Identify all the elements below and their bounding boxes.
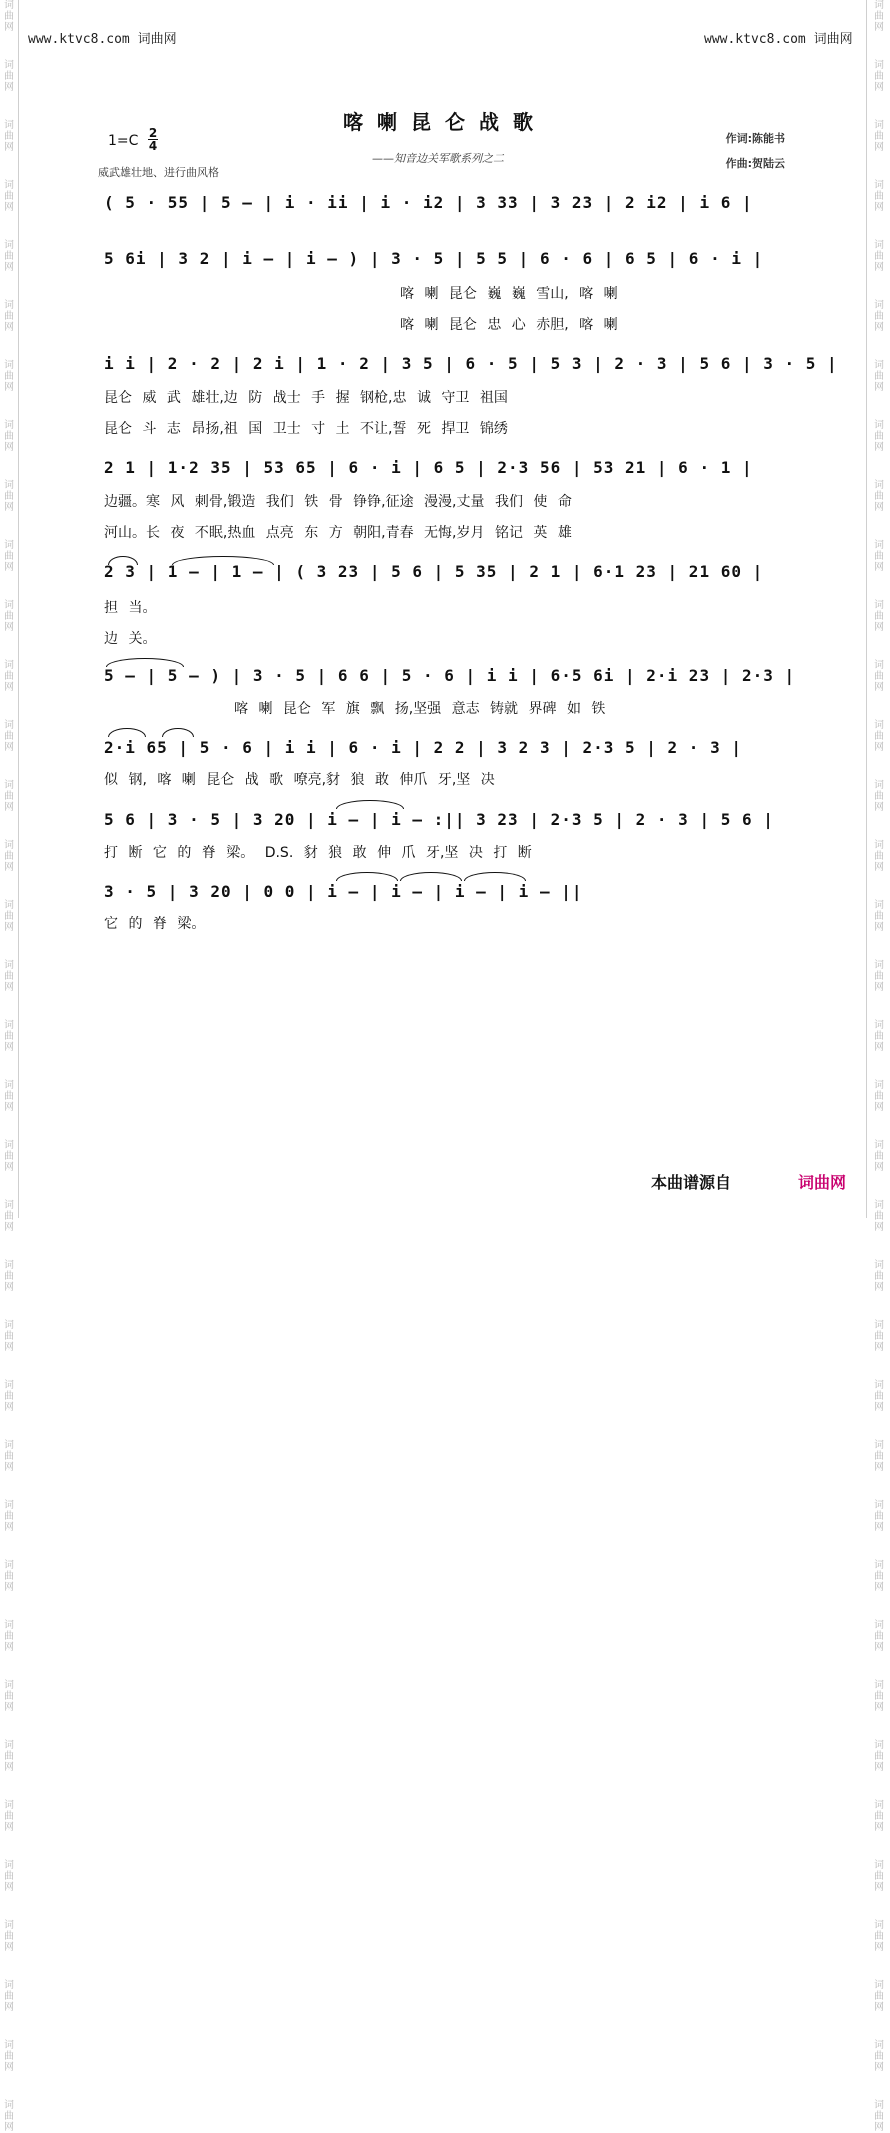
- watermark-char: 词: [874, 1140, 884, 1151]
- watermark-char: 词: [874, 780, 884, 791]
- watermark-char: 曲: [874, 1151, 884, 1162]
- watermark-char: 词: [4, 180, 14, 191]
- watermark-char: 曲: [4, 671, 14, 682]
- watermark-char: 词: [4, 720, 14, 731]
- score-row-5: 2 3 | 1 — | 1 — | ( 3 23 | 5 6 | 5 35 | 2 1 | 6·1 23 | 21 60 |: [104, 562, 764, 581]
- lyric-line: 担 当。: [104, 600, 157, 616]
- watermark-char: 曲: [874, 431, 884, 442]
- lyric-line: 喀 喇 昆仑 忠 心 赤胆, 喀 喇: [400, 317, 618, 333]
- composer-credit: 作曲:贺陆云: [725, 157, 785, 170]
- watermark-char: 曲: [874, 1211, 884, 1222]
- watermark-right: [872, 0, 886, 2133]
- watermark-char: 曲: [874, 611, 884, 622]
- tie: [336, 872, 398, 881]
- watermark-char: 曲: [4, 1451, 14, 1462]
- watermark-char: 曲: [4, 551, 14, 562]
- watermark-char: 词: [874, 600, 884, 611]
- watermark-char: 曲: [874, 1331, 884, 1342]
- watermark-char: 网: [874, 1882, 884, 1893]
- watermark-char: 网: [874, 2062, 884, 2073]
- watermark-char: 曲: [4, 311, 14, 322]
- watermark-left: [2, 0, 16, 2133]
- watermark-char: 网: [4, 742, 14, 753]
- watermark-char: 曲: [4, 1211, 14, 1222]
- watermark-char: 网: [874, 1042, 884, 1053]
- watermark-char: 网: [4, 1162, 14, 1173]
- watermark-char: 曲: [874, 491, 884, 502]
- watermark-char: 网: [874, 1102, 884, 1113]
- watermark-char: 曲: [874, 971, 884, 982]
- watermark-char: 词: [4, 1440, 14, 1451]
- watermark-char: 网: [874, 742, 884, 753]
- watermark-char: 网: [874, 322, 884, 333]
- watermark-char: 曲: [4, 1691, 14, 1702]
- watermark-char: 网: [4, 442, 14, 453]
- watermark-char: 词: [874, 1320, 884, 1331]
- watermark-char: 曲: [4, 191, 14, 202]
- watermark-char: 网: [4, 1462, 14, 1473]
- watermark-char: 网: [874, 1942, 884, 1953]
- watermark-char: 词: [874, 360, 884, 371]
- watermark-char: 曲: [874, 1391, 884, 1402]
- watermark-char: 词: [874, 1380, 884, 1391]
- watermark-char: 网: [874, 1702, 884, 1713]
- watermark-char: 网: [874, 382, 884, 393]
- watermark-char: 词: [4, 240, 14, 251]
- footer-source-label: 本曲谱源自: [651, 1173, 732, 1192]
- watermark-char: 网: [4, 1522, 14, 1533]
- watermark-char: 词: [874, 660, 884, 671]
- watermark-char: 词: [874, 1500, 884, 1511]
- watermark-char: 网: [874, 1342, 884, 1353]
- meter-bottom: 4: [148, 139, 158, 153]
- watermark-char: 词: [874, 1260, 884, 1271]
- watermark-char: 曲: [874, 1871, 884, 1882]
- watermark-char: 曲: [4, 131, 14, 142]
- site-header-left[interactable]: [28, 28, 177, 47]
- watermark-char: 词: [874, 0, 884, 11]
- watermark-char: 词: [4, 360, 14, 371]
- watermark-char: 曲: [4, 1811, 14, 1822]
- watermark-char: 词: [4, 1980, 14, 1991]
- watermark-char: 网: [874, 502, 884, 513]
- watermark-char: 词: [4, 1080, 14, 1091]
- watermark-char: 网: [4, 502, 14, 513]
- watermark-char: 网: [4, 1102, 14, 1113]
- watermark-char: 曲: [4, 791, 14, 802]
- watermark-char: 词: [874, 1200, 884, 1211]
- watermark-char: 网: [874, 982, 884, 993]
- watermark-char: 曲: [4, 1571, 14, 1582]
- watermark-char: 曲: [874, 1751, 884, 1762]
- watermark-char: 网: [4, 1642, 14, 1653]
- time-signature: [148, 127, 158, 152]
- watermark-char: 词: [4, 1860, 14, 1871]
- watermark-char: 曲: [874, 131, 884, 142]
- watermark-char: 网: [4, 142, 14, 153]
- lyric-line: 昆仑 斗 志 昂扬,祖 国 卫士 寸 土 不让,誓 死 捍卫 锦绣: [104, 421, 508, 437]
- watermark-char: 曲: [874, 1091, 884, 1102]
- watermark-char: 词: [874, 180, 884, 191]
- watermark-char: 词: [874, 540, 884, 551]
- watermark-char: 词: [874, 240, 884, 251]
- lyric-line: 喀 喇 昆仑 巍 巍 雪山, 喀 喇: [400, 286, 618, 302]
- watermark-char: 词: [874, 2040, 884, 2051]
- watermark-char: 词: [4, 1260, 14, 1271]
- watermark-char: 词: [874, 840, 884, 851]
- watermark-char: 网: [874, 2122, 884, 2133]
- watermark-char: 网: [874, 1522, 884, 1533]
- watermark-char: 词: [874, 1800, 884, 1811]
- lyric-line: 喀 喇 昆仑 军 旗 飘 扬,坚强 意志 铸就 界碑 如 铁: [234, 701, 606, 717]
- tie: [464, 872, 526, 881]
- score-row-2: 5 6i | 3 2 | i — | i — ) | 3 · 5 | 5 5 | 6 · 6 | 6 5 | 6 · i |: [104, 249, 764, 268]
- lyric-line: 打 断 它 的 脊 梁。 D.S. 豺 狼 敢 伸 爪 牙,坚 决 打 断: [104, 845, 532, 861]
- watermark-char: 曲: [4, 971, 14, 982]
- watermark-char: 词: [4, 1740, 14, 1751]
- watermark-char: 曲: [4, 1331, 14, 1342]
- watermark-char: 曲: [874, 251, 884, 262]
- watermark-char: 词: [4, 900, 14, 911]
- watermark-char: 曲: [4, 1931, 14, 1942]
- lyricist-credit: 作词:陈能书: [725, 132, 785, 145]
- watermark-char: 词: [874, 300, 884, 311]
- watermark-char: 曲: [4, 1991, 14, 2002]
- watermark-char: 词: [4, 1380, 14, 1391]
- watermark-char: 网: [4, 982, 14, 993]
- watermark-char: 词: [4, 0, 14, 11]
- watermark-char: 词: [874, 1860, 884, 1871]
- watermark-char: 网: [4, 862, 14, 873]
- watermark-char: 网: [4, 1042, 14, 1053]
- tie: [336, 800, 404, 809]
- watermark-char: 曲: [874, 2051, 884, 2062]
- slur: [108, 728, 146, 737]
- watermark-char: 词: [874, 1980, 884, 1991]
- lyric-line: 似 钢, 喀 喇 昆仑 战 歌 嘹亮,豺 狼 敢 伸爪 牙,坚 决: [104, 772, 495, 788]
- watermark-char: 曲: [4, 611, 14, 622]
- watermark-char: 网: [874, 1822, 884, 1833]
- watermark-char: 曲: [4, 1151, 14, 1162]
- watermark-char: 曲: [874, 1571, 884, 1582]
- watermark-char: 网: [4, 802, 14, 813]
- watermark-char: 词: [4, 1140, 14, 1151]
- lyric-line: 它 的 脊 梁。: [104, 916, 206, 932]
- watermark-char: 曲: [874, 671, 884, 682]
- watermark-char: 词: [4, 60, 14, 71]
- watermark-char: 网: [4, 1702, 14, 1713]
- site-url: www.ktvc8.com: [28, 32, 130, 47]
- watermark-char: 词: [874, 1920, 884, 1931]
- watermark-char: 曲: [874, 791, 884, 802]
- watermark-char: 曲: [874, 551, 884, 562]
- watermark-char: 网: [4, 1822, 14, 1833]
- watermark-char: 网: [874, 682, 884, 693]
- watermark-char: 网: [4, 262, 14, 273]
- border-left: [18, 0, 19, 1218]
- watermark-char: 曲: [874, 1631, 884, 1642]
- watermark-char: 网: [4, 322, 14, 333]
- watermark-char: 网: [874, 1642, 884, 1653]
- watermark-char: 词: [4, 600, 14, 611]
- lyric-line: 边 关。: [104, 631, 157, 647]
- watermark-char: 词: [4, 1680, 14, 1691]
- site-header-right[interactable]: [704, 28, 853, 47]
- watermark-char: 词: [4, 480, 14, 491]
- score-row-7: 2·i 65 | 5 · 6 | i i | 6 · i | 2 2 | 3 2 3 | 2·3 5 | 2 · 3 |: [104, 738, 742, 757]
- site-url: www.ktvc8.com: [704, 32, 806, 47]
- watermark-char: 词: [4, 120, 14, 131]
- score-row-8: 5 6 | 3 · 5 | 3 20 | i — | i — :|| 3 23 | 2·3 5 | 2 · 3 | 5 6 |: [104, 810, 774, 829]
- watermark-char: 曲: [874, 11, 884, 22]
- watermark-char: 曲: [874, 371, 884, 382]
- watermark-char: 网: [4, 682, 14, 693]
- song-subtitle: ——知音边关军歌系列之二: [372, 152, 504, 165]
- watermark-char: 曲: [4, 1391, 14, 1402]
- lyric-line: 边疆。寒 风 刺骨,锻造 我们 铁 骨 铮铮,征途 漫漫,丈量 我们 使 命: [104, 494, 572, 510]
- watermark-char: 词: [4, 660, 14, 671]
- key-signature: 1=C: [108, 133, 139, 149]
- watermark-char: 网: [4, 22, 14, 33]
- watermark-char: 网: [874, 2002, 884, 2013]
- watermark-char: 网: [4, 1282, 14, 1293]
- watermark-char: 曲: [4, 851, 14, 862]
- watermark-char: 词: [4, 1320, 14, 1331]
- meter-top: 2: [148, 126, 158, 140]
- watermark-char: 曲: [4, 1031, 14, 1042]
- watermark-char: 曲: [874, 191, 884, 202]
- site-name: 词曲网: [137, 32, 177, 47]
- watermark-char: 网: [874, 862, 884, 873]
- song-title: 喀喇昆仑战歌: [343, 110, 547, 134]
- style-note: 威武雄壮地、进行曲风格: [98, 166, 219, 179]
- watermark-char: 网: [4, 1882, 14, 1893]
- watermark-char: 网: [874, 82, 884, 93]
- slur: [162, 728, 194, 737]
- watermark-char: 网: [4, 1942, 14, 1953]
- watermark-char: 词: [874, 1680, 884, 1691]
- watermark-char: 曲: [4, 251, 14, 262]
- watermark-char: 网: [874, 922, 884, 933]
- watermark-char: 曲: [874, 1991, 884, 2002]
- watermark-char: 曲: [4, 371, 14, 382]
- watermark-char: 曲: [874, 1691, 884, 1702]
- watermark-char: 曲: [4, 71, 14, 82]
- watermark-char: 网: [874, 1222, 884, 1233]
- watermark-char: 曲: [874, 1271, 884, 1282]
- watermark-char: 曲: [4, 2111, 14, 2122]
- score-row-4: 2 1 | 1·2 35 | 53 65 | 6 · i | 6 5 | 2·3 56 | 53 21 | 6 · 1 |: [104, 458, 753, 477]
- watermark-char: 曲: [4, 1871, 14, 1882]
- watermark-char: 曲: [4, 2051, 14, 2062]
- watermark-char: 网: [4, 382, 14, 393]
- watermark-char: 词: [874, 1620, 884, 1631]
- watermark-char: 曲: [874, 1811, 884, 1822]
- watermark-char: 词: [4, 840, 14, 851]
- watermark-char: 曲: [4, 1631, 14, 1642]
- watermark-char: 曲: [874, 1451, 884, 1462]
- site-name: 词曲网: [813, 32, 853, 47]
- score-row-6: 5 — | 5 — ) | 3 · 5 | 6 6 | 5 · 6 | i i | 6·5 6i | 2·i 23 | 2·3 |: [104, 666, 796, 685]
- score-row-9: 3 · 5 | 3 20 | 0 0 | i — | i — | i — | i — ||: [104, 882, 583, 901]
- watermark-char: 网: [4, 2062, 14, 2073]
- watermark-char: 网: [4, 202, 14, 213]
- watermark-char: 词: [4, 1920, 14, 1931]
- watermark-char: 网: [874, 1762, 884, 1773]
- watermark-char: 网: [874, 1402, 884, 1413]
- watermark-char: 词: [874, 480, 884, 491]
- watermark-char: 曲: [4, 11, 14, 22]
- watermark-char: 曲: [874, 2111, 884, 2122]
- watermark-char: 曲: [874, 1511, 884, 1522]
- watermark-char: 词: [874, 960, 884, 971]
- watermark-char: 网: [4, 1402, 14, 1413]
- watermark-char: 网: [874, 202, 884, 213]
- watermark-char: 曲: [4, 1511, 14, 1522]
- watermark-char: 词: [4, 2100, 14, 2111]
- watermark-char: 网: [874, 142, 884, 153]
- watermark-char: 曲: [874, 851, 884, 862]
- watermark-char: 网: [874, 1162, 884, 1173]
- watermark-char: 词: [874, 720, 884, 731]
- watermark-char: 曲: [874, 1931, 884, 1942]
- watermark-char: 词: [4, 960, 14, 971]
- watermark-char: 词: [4, 1200, 14, 1211]
- watermark-char: 词: [874, 420, 884, 431]
- watermark-char: 词: [4, 300, 14, 311]
- watermark-char: 曲: [4, 1271, 14, 1282]
- watermark-char: 词: [874, 120, 884, 131]
- watermark-char: 网: [4, 562, 14, 573]
- watermark-char: 曲: [4, 1091, 14, 1102]
- border-right: [866, 0, 867, 1218]
- watermark-char: 网: [874, 1582, 884, 1593]
- watermark-char: 词: [4, 420, 14, 431]
- watermark-char: 词: [4, 1500, 14, 1511]
- watermark-char: 网: [874, 1462, 884, 1473]
- watermark-char: 网: [4, 922, 14, 933]
- watermark-char: 词: [874, 60, 884, 71]
- watermark-char: 曲: [874, 1031, 884, 1042]
- watermark-char: 网: [874, 1282, 884, 1293]
- score-row-1: ( 5 · 55 | 5 — | i · ii | i · i2 | 3 33 | 3 23 | 2 i2 | i 6 |: [104, 193, 753, 212]
- watermark-char: 网: [874, 262, 884, 273]
- tie: [400, 872, 462, 881]
- watermark-char: 曲: [874, 71, 884, 82]
- watermark-char: 词: [874, 1020, 884, 1031]
- watermark-char: 曲: [4, 431, 14, 442]
- watermark-char: 网: [4, 82, 14, 93]
- watermark-char: 网: [4, 1222, 14, 1233]
- watermark-char: 词: [4, 2040, 14, 2051]
- watermark-char: 曲: [874, 911, 884, 922]
- watermark-char: 词: [4, 1560, 14, 1571]
- watermark-char: 网: [874, 622, 884, 633]
- watermark-char: 词: [874, 2100, 884, 2111]
- watermark-char: 曲: [4, 491, 14, 502]
- score-row-3: i i | 2 · 2 | 2 i | 1 · 2 | 3 5 | 6 · 5 | 5 3 | 2 · 3 | 5 6 | 3 · 5 |: [104, 354, 838, 373]
- lyric-line: 昆仑 威 武 雄壮,边 防 战士 手 握 钢枪,忠 诚 守卫 祖国: [104, 390, 508, 406]
- watermark-char: 词: [874, 1080, 884, 1091]
- watermark-char: 网: [4, 1582, 14, 1593]
- watermark-char: 网: [4, 2002, 14, 2013]
- watermark-char: 词: [874, 1560, 884, 1571]
- watermark-char: 曲: [4, 911, 14, 922]
- watermark-char: 词: [4, 780, 14, 791]
- watermark-char: 网: [4, 2122, 14, 2133]
- watermark-char: 网: [4, 1762, 14, 1773]
- watermark-char: 网: [874, 22, 884, 33]
- footer-brand-link[interactable]: 词曲网: [798, 1173, 847, 1192]
- watermark-char: 网: [874, 442, 884, 453]
- watermark-char: 词: [4, 540, 14, 551]
- watermark-char: 词: [874, 900, 884, 911]
- watermark-char: 曲: [874, 731, 884, 742]
- watermark-char: 词: [4, 1620, 14, 1631]
- watermark-char: 词: [4, 1020, 14, 1031]
- watermark-char: 曲: [874, 311, 884, 322]
- watermark-char: 网: [4, 622, 14, 633]
- watermark-char: 词: [4, 1800, 14, 1811]
- watermark-char: 曲: [4, 731, 14, 742]
- lyric-line: 河山。长 夜 不眠,热血 点亮 东 方 朝阳,青春 无悔,岁月 铭记 英 雄: [104, 525, 572, 541]
- watermark-char: 词: [874, 1440, 884, 1451]
- watermark-char: 词: [874, 1740, 884, 1751]
- watermark-char: 曲: [4, 1751, 14, 1762]
- watermark-char: 网: [4, 1342, 14, 1353]
- watermark-char: 网: [874, 562, 884, 573]
- watermark-char: 网: [874, 802, 884, 813]
